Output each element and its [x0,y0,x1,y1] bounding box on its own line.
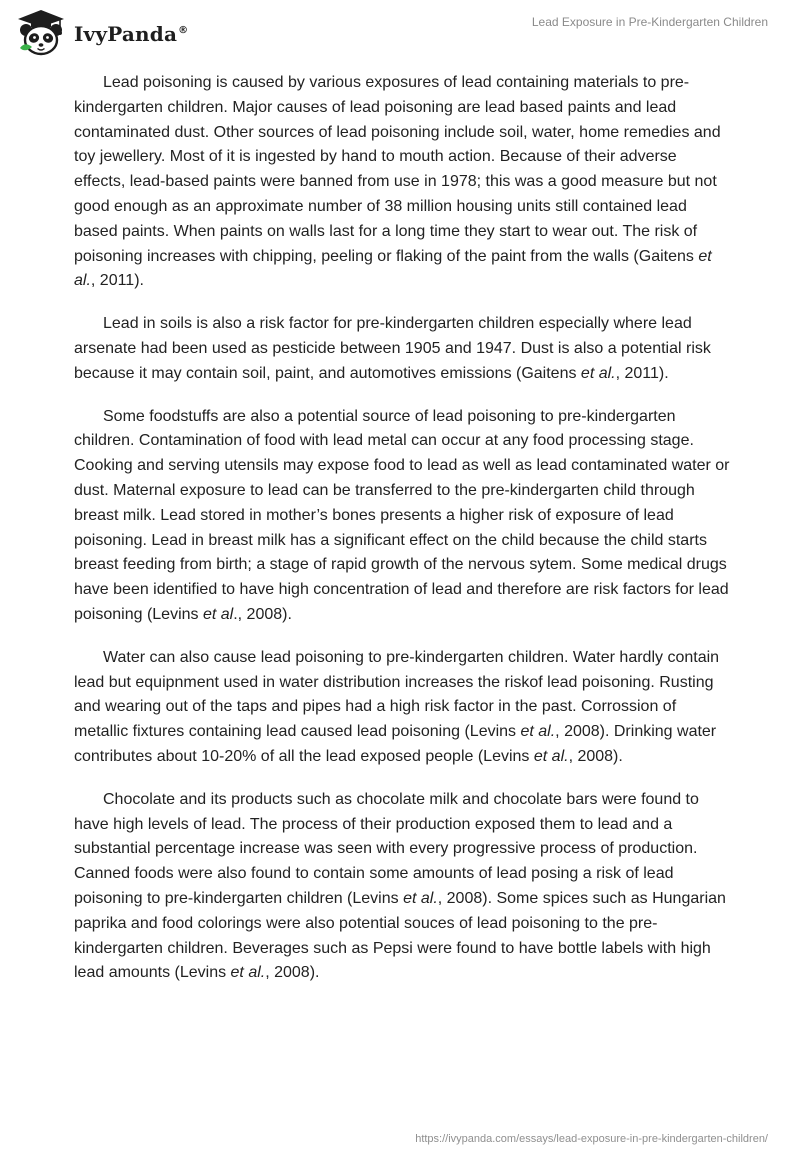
paragraph-text: Lead poisoning is caused by various exposures of lead containing materials to pre-kindergarten children. Major causes of lead poisoning are lead based paints and lead contaminated dust. Other sources of lead poisoning include soil, water, home remedies and toy jewellery. Most of it is ingested by hand to mouth action. Because of their adverse effects, lead-based paints were banned from use in 1978; this was a good measure but not good enough as an approximate number of 38 million housing units still contained lead based paints. When paints on walls last for a long time they start to wear out. The risk of poisoning increases with chipping, peeling or flaking of the paint from the walls (Gaitens [74,74,721,265]
citation-italic: et al [202,605,234,623]
paragraph [74,405,730,628]
paragraph-text: ., 2008). [233,605,292,623]
paragraph-text: , 2008). Some spices such as Hungarian paprika and food colorings were also potential souces of lead poisoning to the pre-kindergarten children. Beverages such as Pepsi were found to have bottle labels with high lead amounts (Levins [74,889,726,982]
document-title: Lead Exposure in Pre-Kindergarten Children [531,15,768,29]
citation-italic: et al. [230,964,266,982]
essay-body [74,71,730,1004]
citation-italic: et al. [533,747,569,765]
source-url[interactable]: https://ivypanda.com/essays/lead-exposure-in-pre-kindergarten-children/ [415,1133,768,1145]
paragraph [74,646,730,770]
citation-italic: et al. [520,723,556,741]
paragraph-text: Chocolate and its products such as chocolate milk and chocolate bars were found to have high levels of lead. The process of their production exposed them to lead and a substantial percentage increase was seen with every progressive process of production. Canned foods were also found to contain some amounts of lead posing a risk of lead poisoning to pre-kindergarten children (Levins [74,790,699,907]
paragraph-text: Water can also cause lead poisoning to pre-kindergarten children. Water hardly contain lead but equipnment used in water distribution increases the riskof lead poisoning. Rusting and wearing out of the taps and pipes had a high risk factor in the past. Corrossion of metallic fixtures containing lead caused lead poisoning (Levins [74,648,720,741]
paragraph [74,71,730,294]
citation-italic: et al. [580,364,616,382]
registered-mark: ® [178,25,189,36]
paragraph-text: Lead in soils is also a risk factor for pre-kindergarten children especially where lead arsenate had been used as pesticide between 1905 and 1947. Dust is also a potential risk because it may contain soil, paint, and automotives emissions (Gaitens [74,315,711,382]
page-header [0,0,800,64]
paragraph-text: , 2011). [90,272,144,290]
paragraph-text: , 2008). [568,747,623,765]
paragraph-text: Some foodstuffs are also a potential source of lead poisoning to pre-kindergarten children. Contamination of food with lead metal can occur at any food processing stage. Cooking and serving utensils may expose food to lead as well as lead contaminated water or dust. Maternal exposure to lead can be transferred to the pre-kindergarten child through breast milk. Lead stored in mother’s bones presents a higher risk of exposure of lead poisoning. Lead in breast milk has a significant effect on the child because the child starts breast feeding from birth; a stage of rapid growth of the nervous sytem. Some medical drugs have been identified to have high concentration of lead and therefore are risk factors for lead poisoning (Levins [74,407,730,623]
ivypanda-logo[interactable] [14,8,188,56]
citation-italic: et al. [403,889,438,907]
brand-name: IvyPanda® [74,22,189,46]
paragraph-text: , 2011). [615,364,669,382]
paragraph-text: , 2008). Drinking water contributes about 10-20% of all the lead exposed people (Levins [74,723,717,765]
paragraph-text: , 2008). [265,964,320,982]
paragraph [74,788,730,986]
panda-graduate-icon [14,8,68,56]
citation-italic: et al. [74,247,712,290]
paragraph [74,312,730,386]
